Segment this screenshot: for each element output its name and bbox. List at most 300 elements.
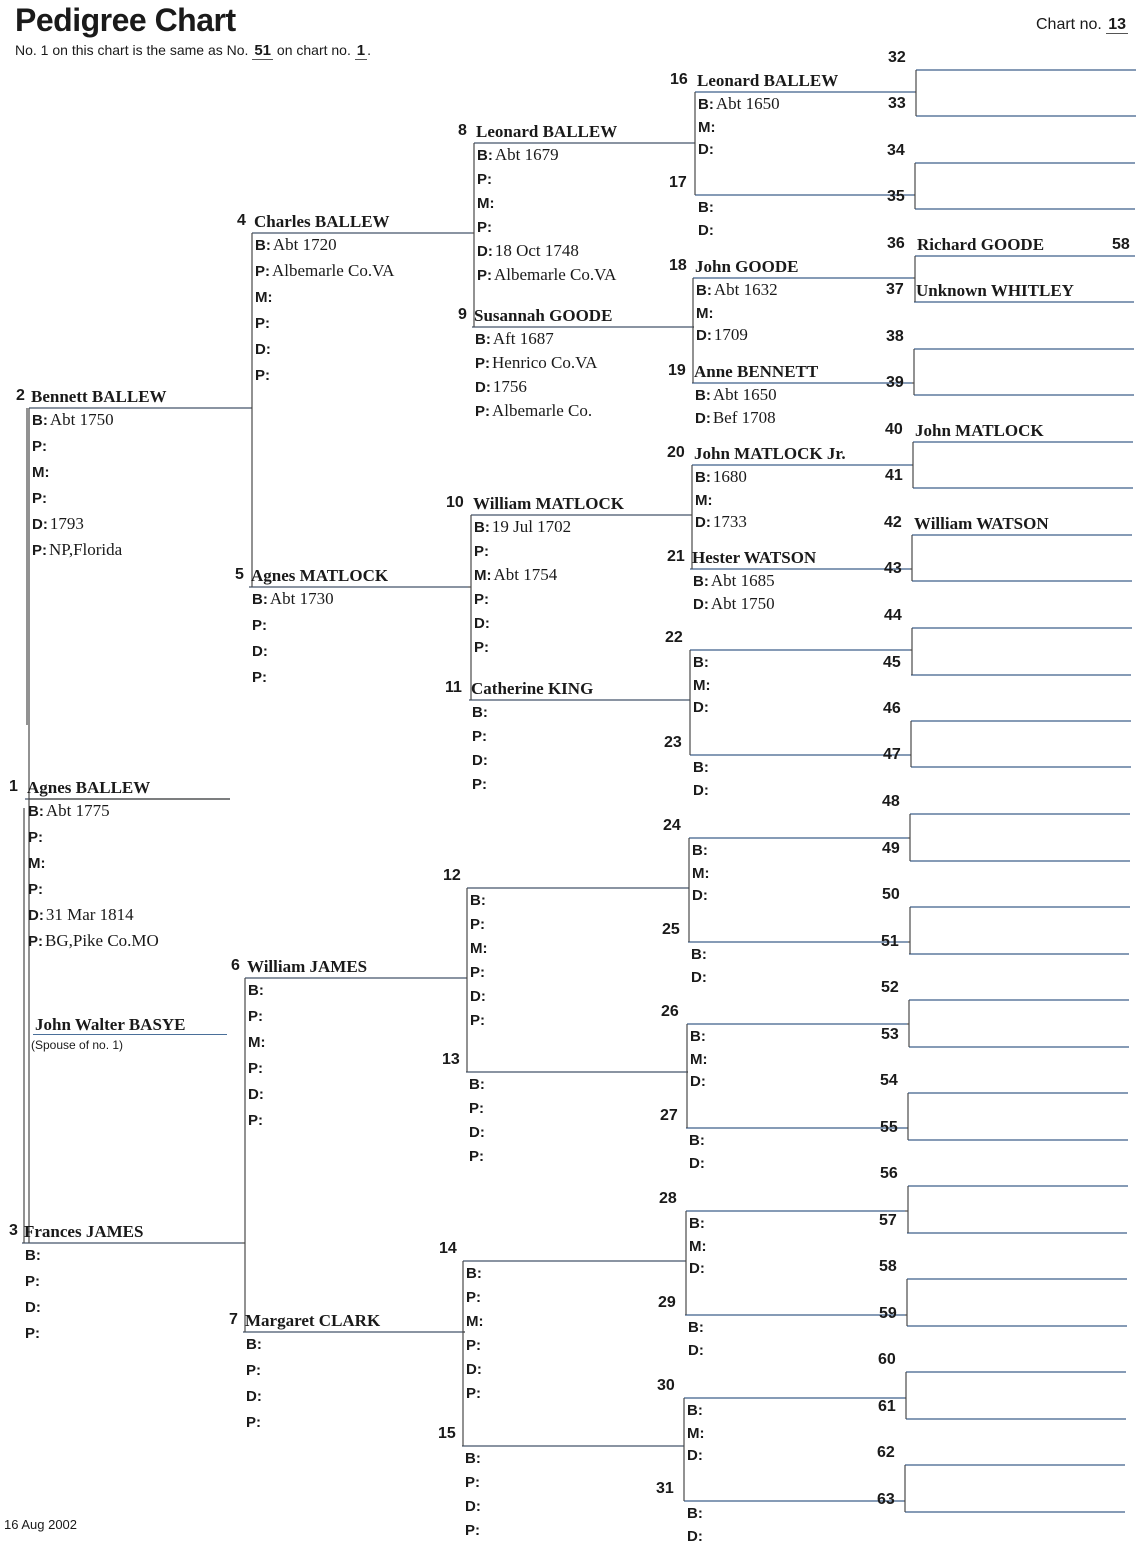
fact-value: 1709 [713, 325, 748, 344]
fact-row [469, 1122, 487, 1142]
fact-value: Albemarle Co.VA [272, 261, 395, 280]
fact-row [688, 1317, 706, 1337]
person-number: 55 [880, 1119, 898, 1136]
fact-label: B: [693, 654, 709, 671]
fact-row [466, 1383, 483, 1403]
fact-label: B: [248, 982, 264, 999]
fact-row [690, 1049, 710, 1069]
fact-label: P: [466, 1289, 481, 1306]
fact-label: P: [252, 617, 267, 634]
person-name: Charles BALLEW [254, 212, 390, 231]
fact-value: Abt 1632 [713, 280, 778, 299]
fact-label: D: [687, 1527, 703, 1545]
person-number: 10 [446, 494, 464, 511]
person-number: 62 [877, 1444, 895, 1461]
fact-label: M: [477, 195, 495, 212]
fact-row [255, 261, 394, 281]
person-number: 3 [9, 1222, 18, 1239]
person-number: 45 [883, 654, 901, 671]
fact-row [475, 401, 592, 421]
fact-row [32, 436, 49, 456]
fact-row [695, 490, 715, 510]
fact-row [246, 1334, 264, 1354]
person-number: 53 [881, 1026, 899, 1043]
fact-row [25, 1271, 42, 1291]
fact-row [255, 235, 337, 255]
person-number: 44 [884, 607, 902, 624]
fact-value: Bef 1708 [712, 407, 776, 427]
person-number: 28 [659, 1190, 677, 1207]
fact-value: 1680 [712, 467, 747, 486]
fact-row [255, 339, 273, 359]
reference-prefix: No. 1 on this chart is the same as No. [15, 42, 249, 58]
fact-row [470, 1010, 487, 1030]
fact-row [466, 1359, 484, 1379]
fact-row [695, 385, 777, 405]
fact-label: B: [693, 759, 709, 776]
chart-number-label: Chart no. [1036, 16, 1102, 33]
person-number: 15 [438, 1425, 456, 1442]
fact-row [695, 408, 776, 428]
person-number: 32 [888, 49, 906, 66]
fact-label: M: [690, 1050, 708, 1068]
person-number: 60 [878, 1351, 896, 1368]
person-number: 49 [882, 840, 900, 857]
fact-row [469, 1146, 486, 1166]
person-name: Hester WATSON [692, 548, 817, 567]
person-name: Unknown WHITLEY [916, 281, 1074, 300]
fact-value: Henrico Co.VA [492, 353, 598, 372]
fact-row [692, 840, 710, 860]
person-name: Susannah GOODE [474, 306, 613, 325]
fact-value: 19 Jul 1702 [491, 517, 572, 536]
person-number: 5 [235, 566, 244, 583]
fact-value: BG,Pike Co.MO [45, 931, 159, 950]
fact-row [28, 879, 45, 899]
fact-row [689, 1258, 707, 1278]
fact-label: B: [25, 1247, 41, 1264]
fact-value: Abt 1650 [715, 94, 780, 113]
fact-label: B: [687, 1505, 703, 1522]
fact-value: NP,Florida [49, 540, 123, 559]
fact-label: D: [690, 1073, 706, 1090]
person-name: John MATLOCK [915, 421, 1044, 440]
fact-label: B: [690, 1028, 706, 1045]
fact-row [25, 1323, 42, 1343]
person-name: Margaret CLARK [245, 1311, 381, 1330]
fact-label: P: [470, 916, 485, 933]
fact-row [475, 329, 554, 349]
person-number: 59 [879, 1305, 897, 1322]
fact-value: Albemarle Co.VA [494, 265, 617, 284]
fact-label: B: [688, 1319, 704, 1336]
fact-row [25, 1245, 43, 1265]
spouse-underline [33, 1034, 227, 1035]
fact-label: P: [465, 1474, 480, 1491]
fact-row [465, 1520, 482, 1540]
fact-row [474, 589, 491, 609]
fact-row [472, 750, 490, 770]
person-number: 7 [229, 1311, 238, 1328]
person-number: 17 [669, 174, 687, 191]
person-number: 56 [880, 1165, 898, 1182]
fact-row [693, 757, 711, 777]
fact-row [477, 193, 497, 213]
fact-row [246, 1386, 264, 1406]
fact-row [25, 1297, 43, 1317]
fact-label: P: [465, 1522, 480, 1539]
fact-row [691, 944, 709, 964]
fact-label: D: [248, 1086, 264, 1103]
person-number: 39 [886, 374, 904, 391]
fact-row [698, 220, 716, 240]
person-number: 33 [888, 95, 906, 112]
fact-label: M: [248, 1034, 266, 1051]
person-name: Catherine KING [471, 679, 594, 698]
fact-row [466, 1287, 483, 1307]
fact-row [466, 1311, 486, 1331]
fact-row [32, 488, 49, 508]
fact-row [687, 1445, 705, 1465]
person-number: 8 [458, 122, 467, 139]
person-name: Leonard BALLEW [697, 71, 839, 90]
person-number: 42 [884, 514, 902, 531]
person-number: 2 [16, 387, 25, 404]
fact-label: B: [28, 803, 44, 820]
person-name: Frances JAMES [24, 1222, 144, 1241]
fact-row [472, 702, 490, 722]
fact-label: P: [28, 881, 43, 898]
fact-row [252, 641, 270, 661]
fact-label: M: [466, 1313, 484, 1330]
person-number: 35 [887, 188, 905, 205]
fact-label: P: [469, 1100, 484, 1117]
fact-value: Abt 1730 [269, 589, 334, 608]
person-name: Leonard BALLEW [476, 122, 618, 141]
fact-value: Abt 1679 [494, 145, 559, 164]
fact-label: P: [32, 438, 47, 455]
fact-label: P: [28, 933, 43, 950]
person-number: 26 [661, 1003, 679, 1020]
fact-label: M: [470, 940, 488, 957]
person-number: 11 [445, 679, 462, 696]
person-number: 13 [442, 1051, 460, 1068]
fact-row [693, 652, 711, 672]
fact-label: B: [466, 1265, 482, 1282]
fact-row [477, 217, 494, 237]
person-number: 61 [878, 1398, 896, 1415]
person-name: Anne BENNETT [694, 362, 819, 381]
fact-row [698, 117, 718, 137]
person-number: 14 [439, 1240, 457, 1257]
person-number: 47 [883, 746, 901, 763]
person-number: 50 [882, 886, 900, 903]
fact-row [255, 313, 272, 333]
fact-value: 31 Mar 1814 [45, 905, 134, 924]
fact-row [255, 365, 272, 385]
fact-row [255, 287, 275, 307]
fact-label: D: [246, 1388, 262, 1405]
fact-value: 18 Oct 1748 [494, 241, 579, 260]
fact-label: D: [255, 341, 271, 358]
fact-row [692, 885, 710, 905]
fact-label: P: [255, 367, 270, 384]
fact-row [465, 1448, 483, 1468]
person-number: 63 [877, 1491, 895, 1508]
fact-label: D: [696, 327, 712, 344]
fact-label: P: [252, 669, 267, 686]
fact-label: B: [477, 147, 493, 164]
fact-row [465, 1472, 482, 1492]
fact-label: D: [687, 1447, 703, 1464]
fact-label: P: [255, 263, 270, 280]
fact-label: B: [691, 946, 707, 963]
page-title: Pedigree Chart [15, 2, 236, 38]
fact-row [474, 517, 571, 537]
fact-label: D: [689, 1260, 705, 1277]
fact-label: B: [687, 1402, 703, 1419]
fact-label: B: [692, 842, 708, 859]
fact-value: 1793 [49, 514, 84, 533]
fact-label: P: [474, 591, 489, 608]
fact-row [687, 1400, 705, 1420]
chart-number-value: 13 [1108, 16, 1127, 33]
fact-row [470, 962, 487, 982]
fact-row [477, 169, 494, 189]
fact-label: B: [472, 704, 488, 721]
fact-value: Abt 1650 [712, 385, 777, 404]
fact-label: P: [474, 639, 489, 656]
fact-label: P: [32, 542, 47, 559]
fact-row [474, 541, 491, 561]
fact-row [28, 801, 110, 821]
person-number: 34 [887, 142, 905, 159]
fact-label: D: [465, 1498, 481, 1515]
fact-label: M: [698, 118, 716, 136]
fact-row [32, 462, 52, 482]
person-number: 48 [882, 793, 900, 810]
person-number: 52 [881, 979, 899, 996]
fact-row [28, 931, 159, 951]
fact-row [696, 280, 778, 300]
reference-number: 51 [254, 42, 272, 59]
fact-row [472, 726, 489, 746]
person-number: 1 [9, 778, 18, 795]
fact-row [32, 410, 114, 430]
person-number: 36 [887, 235, 905, 252]
fact-label: D: [693, 699, 709, 716]
fact-label: M: [255, 289, 273, 306]
person-number: 23 [664, 734, 682, 751]
fact-row [693, 780, 711, 800]
fact-row [246, 1412, 263, 1432]
fact-label: D: [698, 221, 714, 239]
fact-label: P: [248, 1112, 263, 1129]
fact-label: M: [693, 676, 711, 694]
reference-suffix: . [367, 42, 371, 58]
fact-label: P: [248, 1008, 263, 1025]
fact-label: B: [695, 469, 711, 486]
fact-row [28, 853, 48, 873]
fact-label: B: [252, 591, 268, 608]
fact-label: P: [472, 776, 487, 793]
fact-row [470, 986, 488, 1006]
person-number: 9 [458, 306, 467, 323]
person-number: 24 [663, 817, 681, 834]
fact-row [693, 571, 775, 591]
fact-row [687, 1423, 707, 1443]
person-number: 16 [670, 71, 688, 88]
fact-label: D: [691, 968, 707, 986]
fact-label: D: [466, 1361, 482, 1378]
fact-row [248, 980, 266, 1000]
fact-row [475, 353, 597, 373]
fact-row [693, 697, 711, 717]
person-number: 12 [443, 867, 461, 884]
fact-label: P: [475, 403, 490, 420]
spouse-name: John Walter BASYE [35, 1015, 186, 1034]
fact-row [466, 1263, 484, 1283]
fact-row [687, 1503, 705, 1523]
person-name: Richard GOODE [917, 235, 1045, 254]
person-number: 4 [237, 212, 246, 229]
print-date: 16 Aug 2002 [4, 1517, 78, 1532]
fact-value: Abt 1775 [45, 801, 110, 820]
fact-value: Albemarle Co. [492, 401, 593, 420]
fact-row [690, 1026, 708, 1046]
fact-label: D: [698, 141, 714, 158]
person-number: 58 [879, 1258, 897, 1275]
fact-row [693, 594, 775, 614]
fact-label: D: [695, 514, 711, 531]
fact-label: P: [466, 1337, 481, 1354]
fact-label: B: [689, 1215, 705, 1232]
person-number: 6 [231, 957, 240, 974]
fact-label: P: [255, 315, 270, 332]
fact-row [474, 637, 491, 657]
fact-label: D: [252, 643, 268, 660]
person-number: 57 [879, 1212, 897, 1229]
fact-row [474, 565, 557, 585]
fact-label: P: [466, 1385, 481, 1402]
person-number: 40 [885, 421, 903, 438]
person-number: 19 [668, 362, 686, 379]
fact-label: B: [469, 1076, 485, 1093]
fact-label: P: [246, 1362, 261, 1379]
person-number: 46 [883, 700, 901, 717]
fact-row [465, 1496, 483, 1516]
fact-row [248, 1110, 265, 1130]
fact-row [688, 1340, 706, 1360]
fact-row [696, 303, 716, 323]
fact-row [689, 1236, 709, 1256]
person-number: 43 [884, 560, 902, 577]
fact-label: P: [32, 490, 47, 507]
person-name: William JAMES [247, 957, 368, 976]
fact-value: Abt 1750 [710, 593, 775, 613]
fact-label: D: [693, 595, 709, 613]
fact-row [477, 265, 616, 285]
fact-label: M: [474, 567, 492, 584]
fact-row [248, 1032, 268, 1052]
fact-label: P: [25, 1273, 40, 1290]
fact-row [691, 967, 709, 987]
fact-row [472, 774, 489, 794]
fact-label: B: [32, 412, 48, 429]
person-number: 21 [667, 548, 685, 565]
person-name: John MATLOCK Jr. [694, 444, 846, 463]
fact-label: B: [698, 199, 714, 216]
fact-row [470, 938, 490, 958]
person-number: 25 [662, 921, 680, 938]
fact-label: P: [472, 728, 487, 745]
fact-label: D: [32, 516, 48, 533]
fact-row [252, 615, 269, 635]
fact-row [693, 675, 713, 695]
fact-row [248, 1006, 265, 1026]
fact-label: M: [28, 855, 46, 872]
fact-row [696, 325, 748, 345]
fact-label: B: [246, 1336, 262, 1353]
fact-row [32, 514, 84, 534]
fact-label: M: [695, 491, 713, 509]
fact-row [248, 1058, 265, 1078]
fact-row [246, 1360, 263, 1380]
spouse-note: (Spouse of no. 1) [31, 1038, 124, 1052]
fact-row [477, 145, 559, 165]
fact-label: B: [693, 573, 709, 590]
fact-label: M: [692, 864, 710, 882]
fact-label: D: [472, 752, 488, 769]
fact-row [698, 139, 716, 159]
fact-label: B: [255, 237, 271, 254]
fact-label: P: [28, 829, 43, 846]
fact-row [469, 1074, 487, 1094]
fact-row [698, 197, 716, 217]
fact-row [470, 914, 487, 934]
person-number: 30 [657, 1377, 675, 1394]
person-number: 37 [886, 281, 904, 298]
fact-label: P: [248, 1060, 263, 1077]
fact-label: B: [465, 1450, 481, 1467]
fact-label: P: [475, 355, 490, 372]
fact-label: B: [698, 96, 714, 113]
fact-row [477, 241, 579, 261]
fact-label: D: [688, 1341, 704, 1359]
fact-row [466, 1335, 483, 1355]
fact-row [32, 540, 122, 560]
person-number: 41 [885, 467, 903, 484]
reference-mid: on chart no. [276, 42, 351, 58]
reference-chart-number: 1 [356, 42, 366, 59]
fact-row [252, 667, 269, 687]
fact-label: P: [477, 219, 492, 236]
fact-row [695, 467, 747, 487]
person-name: Agnes MATLOCK [251, 566, 389, 585]
fact-value: 1756 [492, 377, 527, 396]
fact-row [695, 512, 747, 532]
fact-row [687, 1526, 705, 1546]
person-number: 31 [656, 1480, 674, 1497]
fact-label: D: [25, 1299, 41, 1316]
fact-value: 1733 [712, 512, 747, 531]
continued-chart-number: 58 [1112, 236, 1130, 253]
person-number: 22 [665, 629, 683, 646]
person-number: 20 [667, 444, 685, 461]
person-number: 38 [886, 328, 904, 345]
person-number: 29 [658, 1294, 676, 1311]
fact-row [469, 1098, 486, 1118]
